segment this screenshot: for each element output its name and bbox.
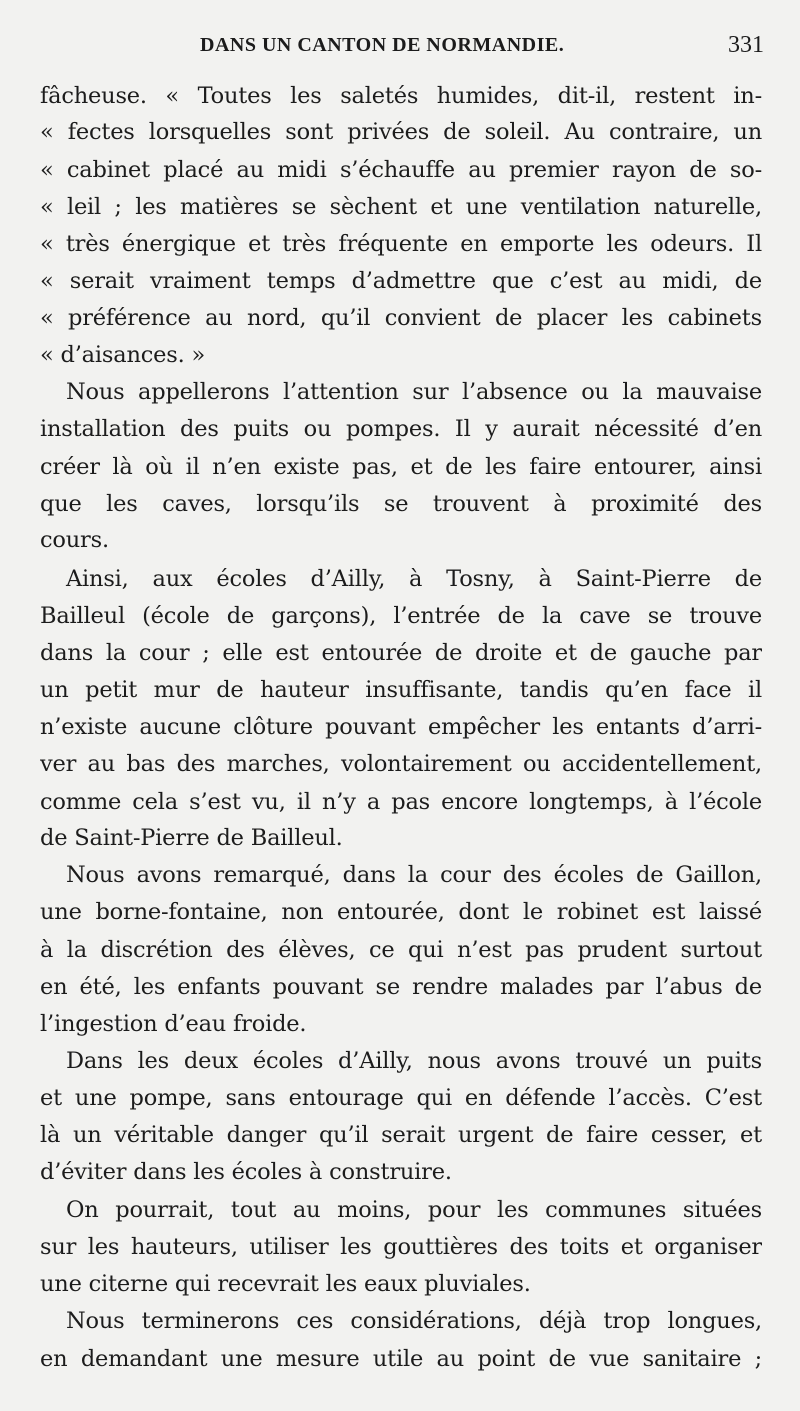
page-header <box>40 34 764 70</box>
paragraph-first-line: Ainsi, aux écoles d’Ailly, à Tosny, à Saint-Pierre de <box>66 566 762 592</box>
text-line: « leil ; les matières se sèchent et une ventilation naturelle, <box>40 194 762 220</box>
text-line: n’existe aucune clôture pouvant empêcher les entants d’arri- <box>40 714 762 740</box>
text-line: un petit mur de hauteur insuffisante, tandis qu’en face il <box>40 677 762 703</box>
paragraph-first-line: On pourrait, tout au moins, pour les communes situées <box>66 1197 762 1223</box>
text-line: l’ingestion d’eau froide. <box>40 1011 307 1037</box>
text-line: une citerne qui recevrait les eaux pluviales. <box>40 1271 531 1297</box>
text-line: « préférence au nord, qu’il convient de placer les cabinets <box>40 305 762 331</box>
text-line: et une pompe, sans entourage qui en défende l’accès. C’est <box>40 1085 762 1111</box>
text-line: Bailleul (école de garçons), l’entrée de la cave se trouve <box>40 603 762 629</box>
text-line: d’éviter dans les écoles à construire. <box>40 1159 452 1185</box>
text-line: créer là où il n’en existe pas, et de les faire entourer, ainsi <box>40 454 762 480</box>
page-number: 331 <box>728 32 764 58</box>
text-line: à la discrétion des élèves, ce qui n’est pas prudent surtout <box>40 937 762 963</box>
text-line: une borne-fontaine, non entourée, dont le robinet est laissé <box>40 899 762 925</box>
text-line: en été, les enfants pouvant se rendre malades par l’abus de <box>40 974 762 1000</box>
text-line: cours. <box>40 527 109 553</box>
text-line: installation des puits ou pompes. Il y aurait nécessité d’en <box>40 416 762 442</box>
text-line: « serait vraiment temps d’admettre que c’est au midi, de <box>40 268 762 294</box>
paragraph-first-line: Nous avons remarqué, dans la cour des écoles de Gaillon, <box>66 862 762 888</box>
text-line: sur les hauteurs, utiliser les gouttières des toits et organiser <box>40 1234 762 1260</box>
paragraph-first-line: Dans les deux écoles d’Ailly, nous avons trouvé un puits <box>66 1048 762 1074</box>
text-line: que les caves, lorsqu’ils se trouvent à proximité des <box>40 491 762 517</box>
paragraph-first-line: Nous appellerons l’attention sur l’absence ou la mauvaise <box>66 379 762 405</box>
text-line: de Saint-Pierre de Bailleul. <box>40 825 343 851</box>
text-line: dans la cour ; elle est entourée de droite et de gauche par <box>40 640 762 666</box>
text-line: fâcheuse. « Toutes les saletés humides, dit-il, restent in- <box>40 83 762 109</box>
text-line: en demandant une mesure utile au point de vue sanitaire ; <box>40 1346 762 1372</box>
text-line: là un véritable danger qu’il serait urgent de faire cesser, et <box>40 1122 762 1148</box>
text-line: comme cela s’est vu, il n’y a pas encore longtemps, à l’école <box>40 789 762 815</box>
text-line: ver au bas des marches, volontairement ou accidentellement, <box>40 751 762 777</box>
text-line: « très énergique et très fréquente en emporte les odeurs. Il <box>40 231 762 257</box>
running-title: DANS UN CANTON DE NORMANDIE. <box>200 34 565 56</box>
text-line: « d’aisances. » <box>40 342 206 368</box>
text-line: « cabinet placé au midi s’échauffe au premier rayon de so- <box>40 157 762 183</box>
paragraph-first-line: Nous terminerons ces considérations, déjà trop longues, <box>66 1308 762 1334</box>
text-line: « fectes lorsquelles sont privées de soleil. Au contraire, un <box>40 119 762 145</box>
